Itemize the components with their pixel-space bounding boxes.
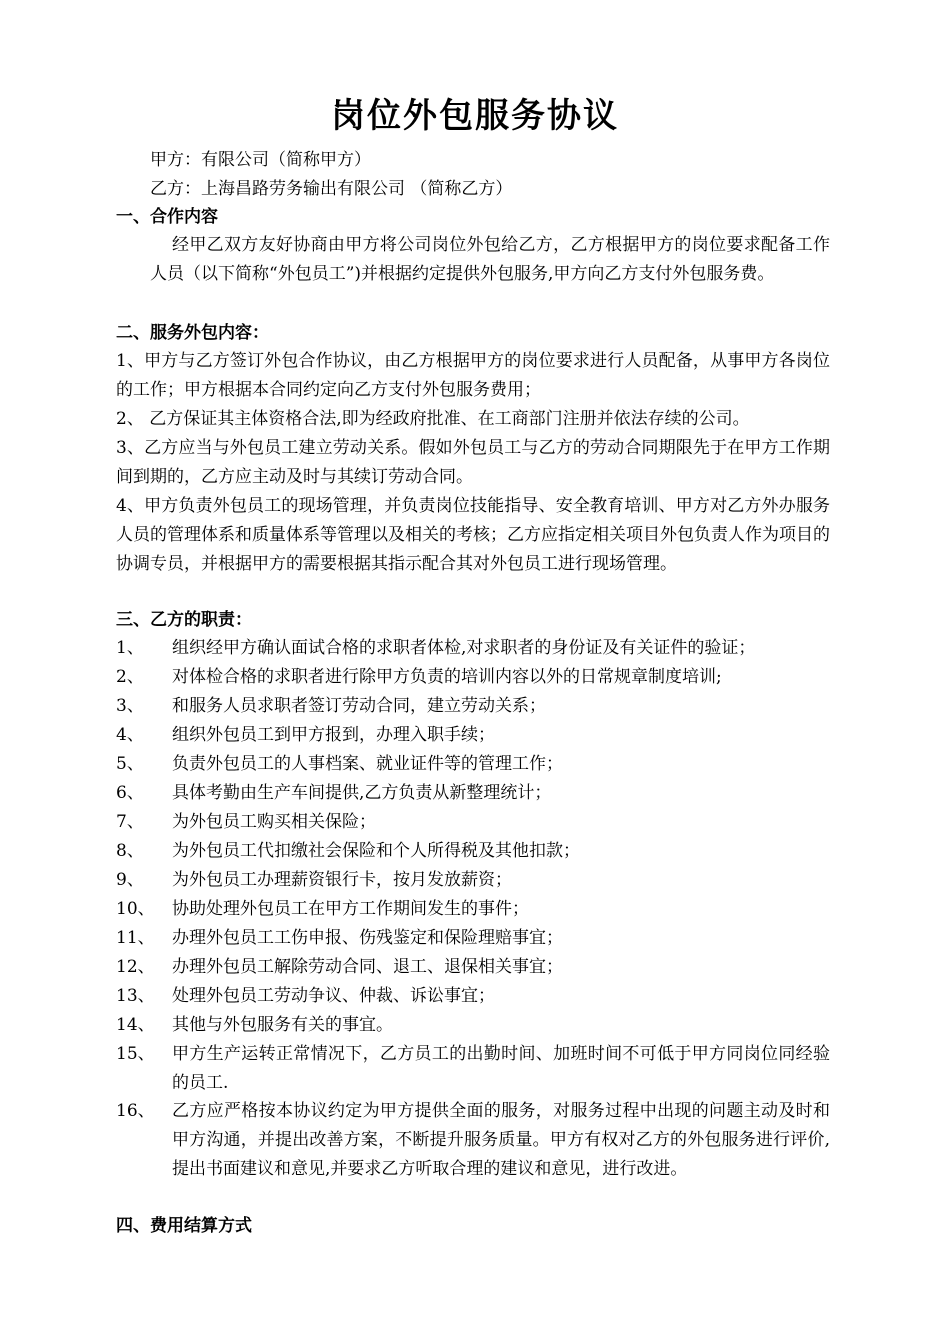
duty-text: 处理外包员工劳动争议、仲裁、诉讼事宜； [172,986,495,1006]
duty-item [116,663,830,692]
duty-number: 9、 [116,870,144,890]
duty-text: 乙方应严格按本协议约定为甲方提供全面的服务，对服务过程中出现的问题主动及时和甲方沟通，并提出改善方案，不断提升服务质量。甲方有权对乙方的外包服务进行评价,提出书面建议和意见,并要求乙方听取合理的建议和意见，进行改进。 [172,1101,830,1179]
duty-text: 组织经甲方确认面试合格的求职者体检,对求职者的身份证及有关证件的验证； [172,638,756,658]
duty-text: 组织外包员工到甲方报到，办理入职手续； [172,725,495,745]
duty-item [116,808,830,837]
duty-number: 2、 [116,667,144,687]
service-clause-3: 3、乙方应当与外包员工建立劳动关系。假如外包员工与乙方的劳动合同期限先于在甲方工作期间到期的，乙方应主动及时与其续订劳动合同。 [116,438,830,487]
duty-item [116,692,830,721]
duty-text: 对体检合格的求职者进行除甲方负责的培训内容以外的日常规章制度培训; [172,667,722,687]
section-heading-service-content: 二、服务外包内容： [116,323,269,343]
duty-item [116,982,830,1011]
duty-text: 甲方生产运转正常情况下，乙方员工的出勤时间、加班时间不可低于甲方同岗位同经验的员工. [172,1044,830,1093]
duty-text: 为外包员工购买相关保险； [172,812,376,832]
duty-number: 12、 [116,957,155,977]
duty-item [116,837,830,866]
section-heading-party-b-duties: 三、乙方的职责： [116,610,252,630]
duty-number: 11、 [116,928,155,948]
duty-number: 1、 [116,638,144,658]
duty-text: 为外包员工办理薪资银行卡，按月发放薪资； [172,870,512,890]
service-clause-4: 4、甲方负责外包员工的现场管理，并负责岗位技能指导、安全教育培训、甲方对乙方外办服务人员的管理体系和质量体系等管理以及相关的考核；乙方应指定相关项目外包负责人作为项目的协调专员，并根据甲方的需要根据其指示配合其对外包员工进行现场管理。 [116,496,830,574]
duty-item [116,750,830,779]
service-clause-2: 2、 乙方保证其主体资格合法,即为经政府批准、在工商部门注册并依法存续的公司。 [116,409,750,429]
duty-number: 3、 [116,696,144,716]
duty-number: 15、 [116,1044,155,1064]
duty-number: 8、 [116,841,144,861]
section-heading-cooperation: 一、合作内容 [116,207,218,227]
section-heading-fee-settlement: 四、费用结算方式 [116,1216,252,1236]
duty-text: 负责外包员工的人事档案、就业证件等的管理工作； [172,754,563,774]
duty-item [116,953,830,982]
duty-text: 办理外包员工解除劳动合同、退工、退保相关事宜； [172,957,563,977]
cooperation-paragraph: 经甲乙双方友好协商由甲方将公司岗位外包给乙方，乙方根据甲方的岗位要求配备工作人员（以下简称“外包员工”)并根据约定提供外包服务,甲方向乙方支付外包服务费。 [150,235,830,284]
duty-item [116,924,830,953]
duty-number: 16、 [116,1101,155,1121]
duty-number: 6、 [116,783,144,803]
duty-number: 5、 [116,754,144,774]
duty-item [116,1097,830,1184]
duty-item [116,779,830,808]
document-title: 岗位外包服务协议 [331,96,619,136]
party-b-line: 乙方：上海昌路劳务输出有限公司 （简称乙方） [150,179,513,199]
duty-number: 7、 [116,812,144,832]
duty-number: 13、 [116,986,155,1006]
duty-number: 14、 [116,1015,155,1035]
duty-item [116,634,830,663]
duty-text: 具体考勤由生产车间提供,乙方负责从新整理统计； [172,783,552,803]
duty-text: 和服务人员求职者签订劳动合同，建立劳动关系； [172,696,546,716]
duty-item [116,895,830,924]
duty-item [116,866,830,895]
duty-item [116,1040,830,1098]
duty-text: 协助处理外包员工在甲方工作期间发生的事件； [172,899,529,919]
duty-text: 其他与外包服务有关的事宜。 [172,1015,393,1035]
duty-number: 4、 [116,725,144,745]
duty-item [116,1011,830,1040]
duty-number: 10、 [116,899,155,919]
service-clause-1: 1、甲方与乙方签订外包合作协议，由乙方根据甲方的岗位要求进行人员配备，从事甲方各岗位的工作；甲方根据本合同约定向乙方支付外包服务费用； [116,351,830,400]
party-a-line: 甲方：有限公司（简称甲方） [150,150,371,170]
duty-item [116,721,830,750]
duty-text: 为外包员工代扣缴社会保险和个人所得税及其他扣款； [172,841,580,861]
duty-text: 办理外包员工工伤申报、伤残鉴定和保险理赔事宜； [172,928,563,948]
